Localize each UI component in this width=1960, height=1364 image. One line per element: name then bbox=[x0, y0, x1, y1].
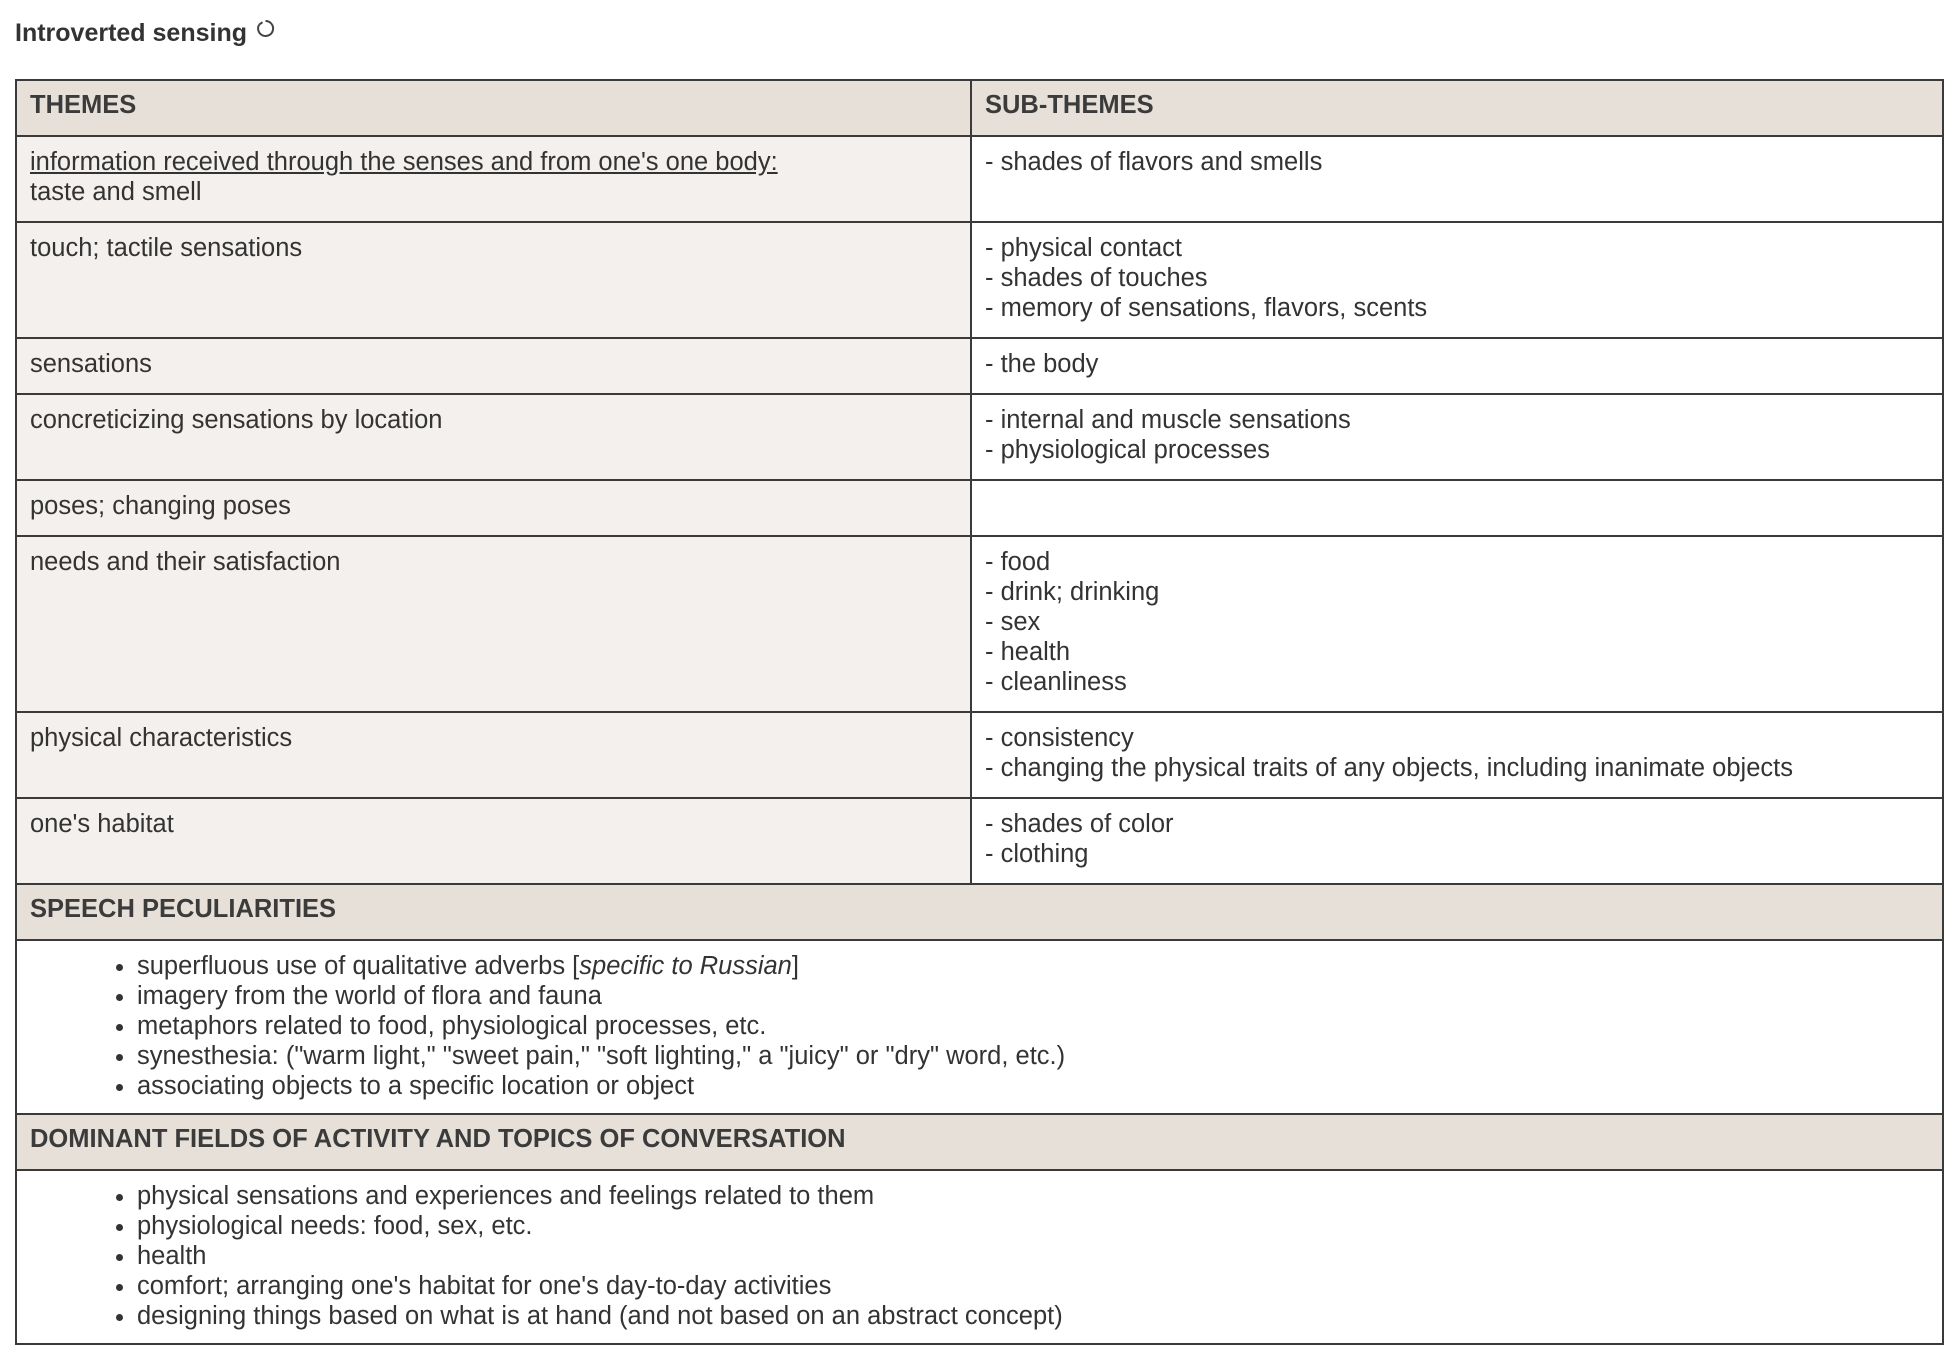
theme-text: taste and smell bbox=[30, 178, 202, 206]
sub-theme-item: - the body bbox=[985, 350, 1099, 378]
sub-theme-item: - sex bbox=[985, 608, 1041, 636]
speech-item-suffix: ] bbox=[791, 952, 799, 980]
list-item: • comfort; arranging one's habitat for one's day-to-day activities bbox=[137, 1271, 1929, 1301]
speech-list bbox=[30, 951, 1929, 1101]
speech-heading: SPEECH PECULIARITIES bbox=[16, 884, 1943, 940]
sub-theme-item: - shades of color bbox=[985, 810, 1174, 838]
theme-underlined-text: information received through the senses and from one's one body: bbox=[30, 148, 778, 176]
speech-list-row bbox=[16, 940, 1943, 1114]
speech-list-cell bbox=[16, 940, 1943, 1114]
theme-cell bbox=[16, 798, 971, 884]
sub-theme-item: - shades of flavors and smells bbox=[985, 148, 1323, 176]
sub-theme-item: - consistency bbox=[985, 724, 1134, 752]
themes-header: THEMES bbox=[16, 80, 971, 136]
list-item bbox=[137, 951, 1929, 981]
circle-link-icon[interactable] bbox=[256, 19, 275, 38]
theme-cell bbox=[16, 394, 971, 480]
theme-cell bbox=[16, 480, 971, 536]
list-item: • physical sensations and experiences and feelings related to them bbox=[137, 1181, 1929, 1211]
list-item: • imagery from the world of flora and fauna bbox=[137, 981, 1929, 1011]
sub-theme-item: - memory of sensations, flavors, scents bbox=[985, 294, 1428, 322]
list-item: • associating objects to a specific location or object bbox=[137, 1071, 1929, 1101]
speech-item-prefix: superfluous use of qualitative adverbs [ bbox=[137, 952, 580, 980]
speech-item-italic: specific to Russian bbox=[579, 952, 792, 980]
table-row bbox=[16, 136, 1943, 222]
table-row bbox=[16, 712, 1943, 798]
table-row bbox=[16, 480, 1943, 536]
fields-list bbox=[30, 1181, 1929, 1331]
fields-list-cell bbox=[16, 1170, 1943, 1344]
fields-list-row bbox=[16, 1170, 1943, 1344]
speech-heading-row bbox=[16, 884, 1943, 940]
table-header-row bbox=[16, 80, 1943, 136]
sub-theme-cell bbox=[971, 394, 1943, 480]
theme-text: sensations bbox=[30, 350, 152, 378]
table-row bbox=[16, 394, 1943, 480]
sub-theme-item: - internal and muscle sensations bbox=[985, 406, 1351, 434]
theme-text: concreticizing sensations by location bbox=[30, 406, 443, 434]
theme-cell bbox=[16, 536, 971, 712]
sub-theme-item: - drink; drinking bbox=[985, 578, 1160, 606]
list-item: • synesthesia: ("warm light," "sweet pain," "soft lighting," a "juicy" or "dry" word, etc.) bbox=[137, 1041, 1929, 1071]
theme-text: touch; tactile sensations bbox=[30, 234, 303, 262]
fields-heading-row bbox=[16, 1114, 1943, 1170]
page-title: Introverted sensing bbox=[15, 18, 247, 47]
theme-text: physical characteristics bbox=[30, 724, 293, 752]
sub-theme-cell bbox=[971, 536, 1943, 712]
list-item: • designing things based on what is at hand (and not based on an abstract concept) bbox=[137, 1301, 1929, 1331]
sub-theme-cell bbox=[971, 338, 1943, 394]
sub-themes-header: SUB-THEMES bbox=[971, 80, 1943, 136]
sub-theme-cell bbox=[971, 798, 1943, 884]
sub-theme-cell-empty bbox=[971, 480, 1943, 536]
sub-theme-item: - cleanliness bbox=[985, 668, 1127, 696]
list-item: • physiological needs: food, sex, etc. bbox=[137, 1211, 1929, 1241]
themes-table bbox=[15, 79, 1944, 1345]
title-row bbox=[15, 16, 275, 50]
table-row bbox=[16, 798, 1943, 884]
theme-cell bbox=[16, 338, 971, 394]
sub-theme-cell bbox=[971, 136, 1943, 222]
table-row bbox=[16, 338, 1943, 394]
list-item: • metaphors related to food, physiological processes, etc. bbox=[137, 1011, 1929, 1041]
theme-text: needs and their satisfaction bbox=[30, 548, 341, 576]
sub-theme-item: - changing the physical traits of any objects, including inanimate objects bbox=[985, 754, 1793, 782]
theme-cell bbox=[16, 712, 971, 798]
theme-text: one's habitat bbox=[30, 810, 174, 838]
sub-theme-item: - physiological processes bbox=[985, 436, 1270, 464]
sub-theme-cell bbox=[971, 222, 1943, 338]
sub-theme-item: - physical contact bbox=[985, 234, 1183, 262]
fields-heading: DOMINANT FIELDS OF ACTIVITY AND TOPICS OF CONVERSATION bbox=[16, 1114, 1943, 1170]
sub-theme-item: - health bbox=[985, 638, 1071, 666]
sub-theme-cell bbox=[971, 712, 1943, 798]
sub-theme-item: - shades of touches bbox=[985, 264, 1208, 292]
theme-cell bbox=[16, 136, 971, 222]
list-item: • health bbox=[137, 1241, 1929, 1271]
theme-cell bbox=[16, 222, 971, 338]
table-row bbox=[16, 222, 1943, 338]
theme-text: poses; changing poses bbox=[30, 492, 291, 520]
table-row bbox=[16, 536, 1943, 712]
sub-theme-item: - food bbox=[985, 548, 1051, 576]
sub-theme-item: - clothing bbox=[985, 840, 1089, 868]
